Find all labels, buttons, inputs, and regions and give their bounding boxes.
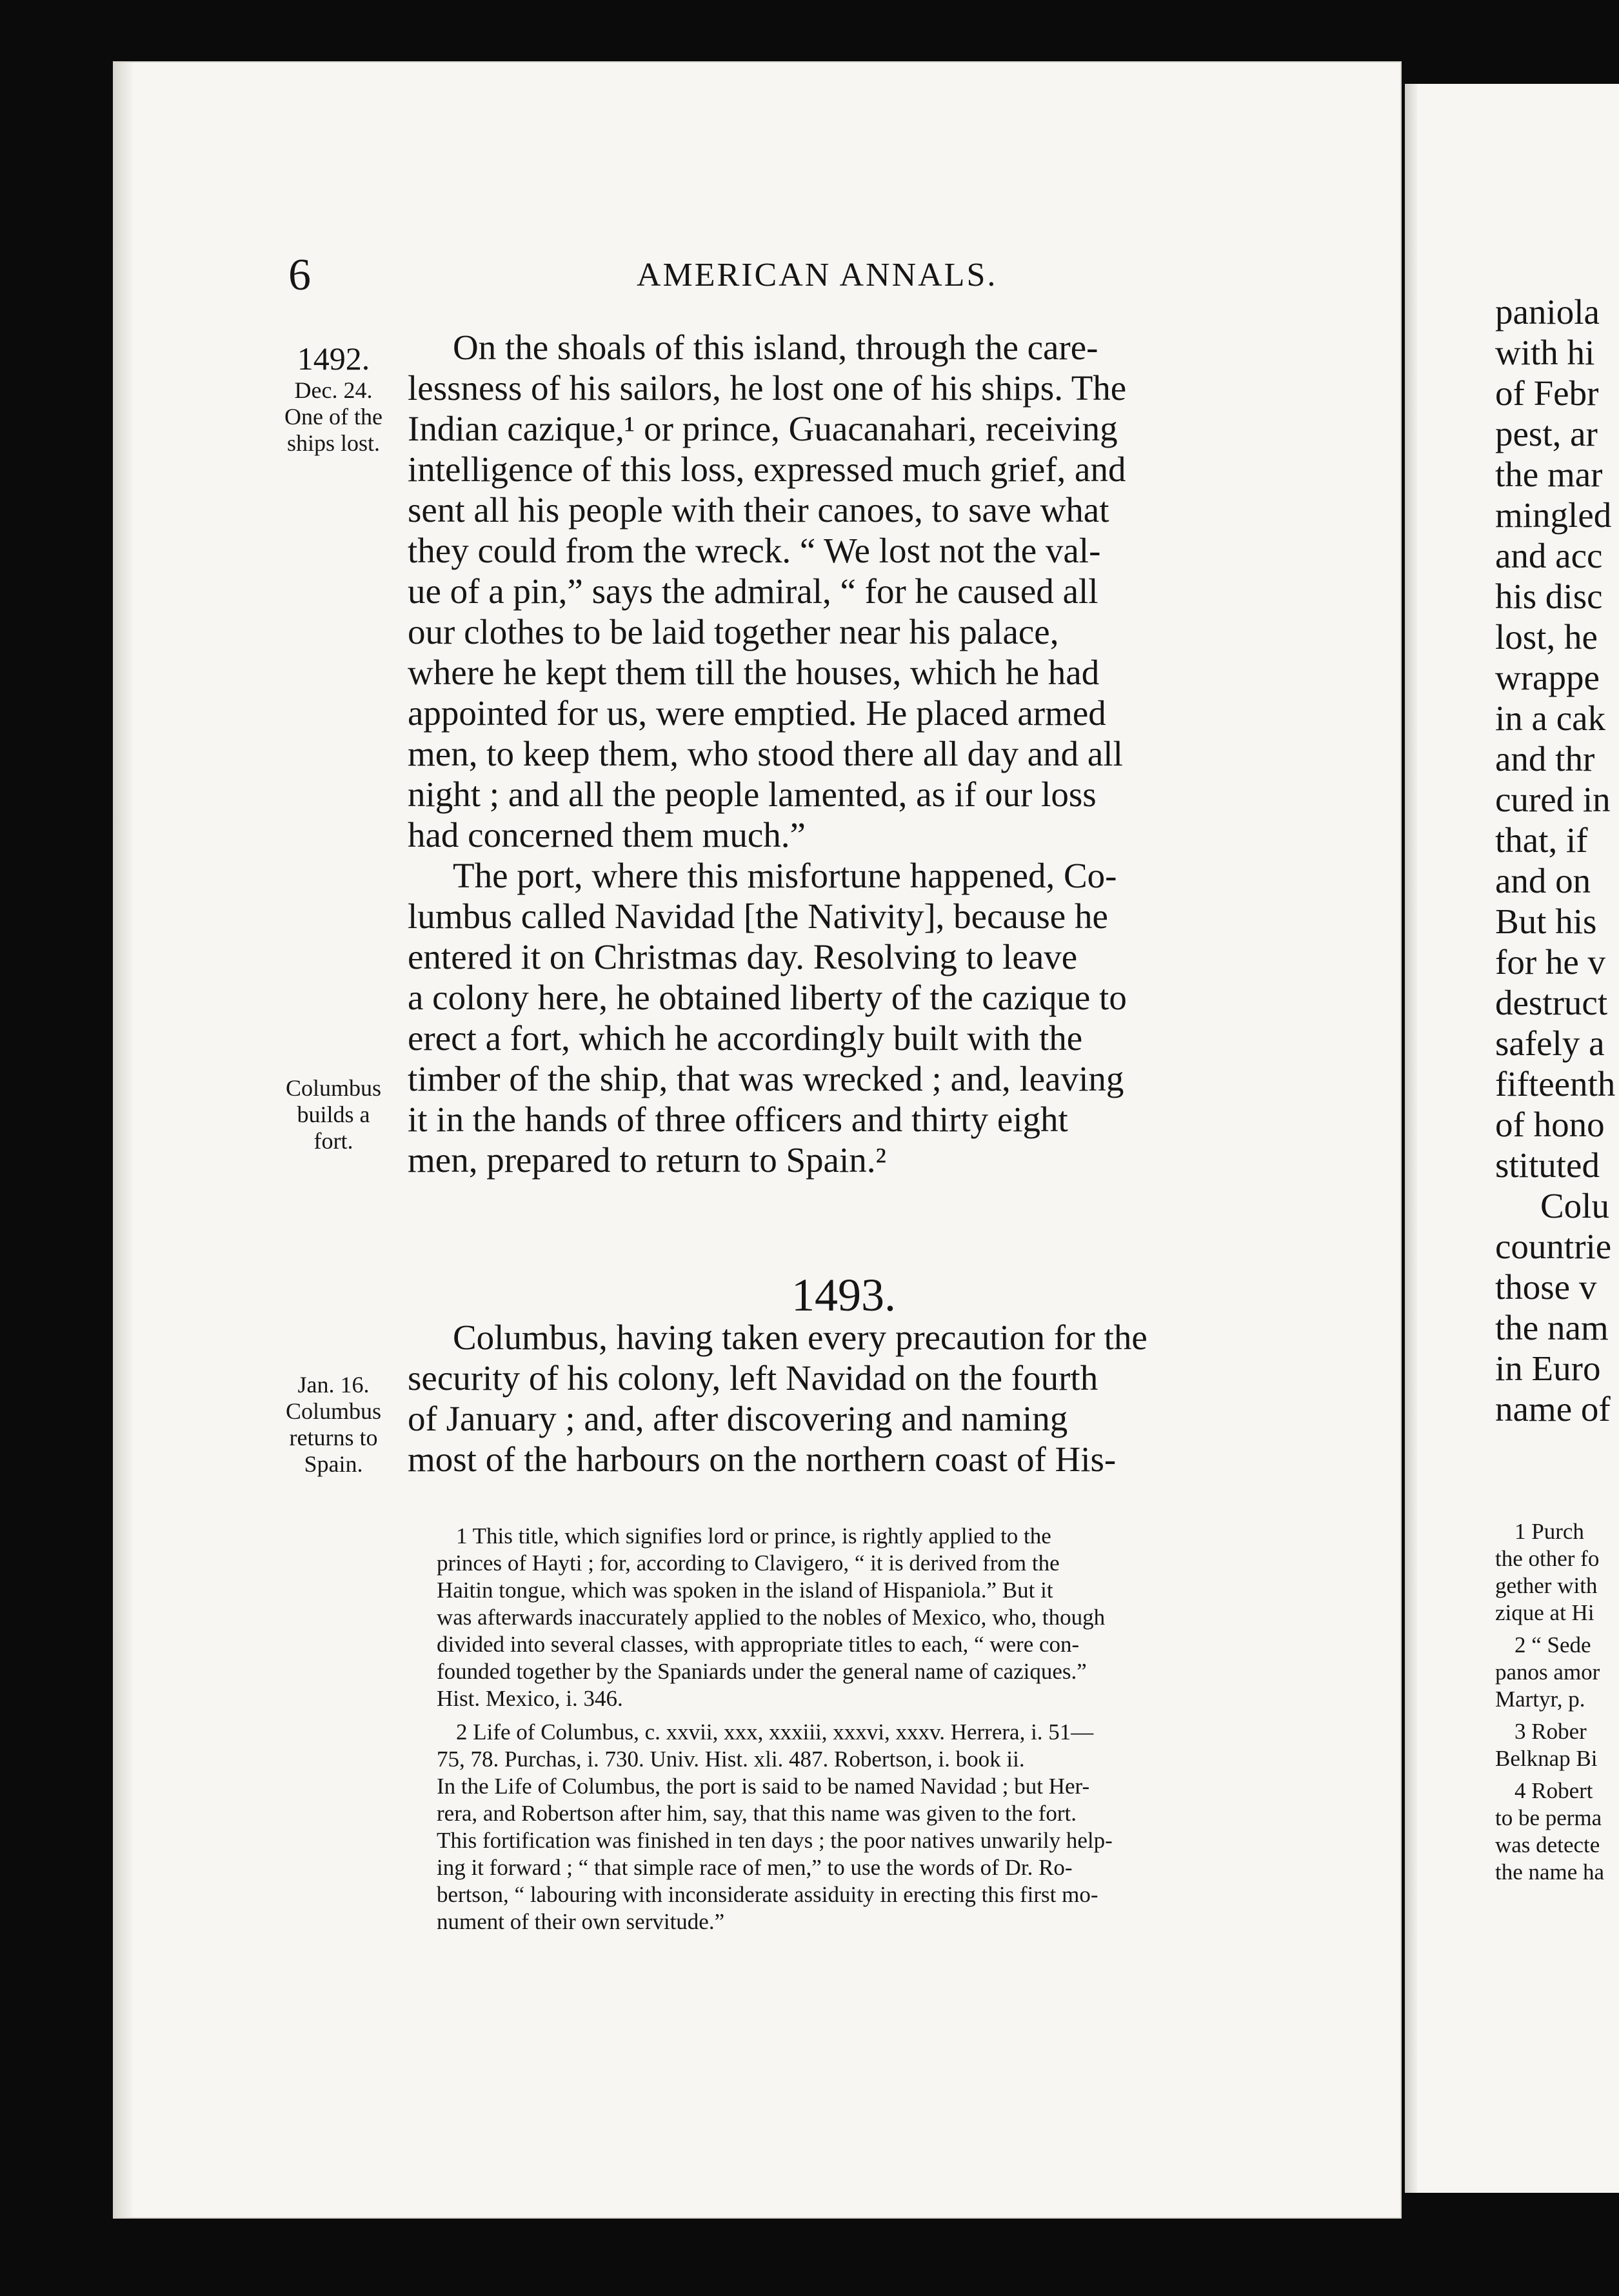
- footnote-line: 2 Life of Columbus, c. xxvii, xxx, xxxiii, xxxvi, xxxv. Herrera, i. 51—: [456, 1719, 1094, 1745]
- text-line: fifteenth: [1495, 1064, 1616, 1103]
- margin-line: Columbus: [285, 1075, 382, 1101]
- footnote-line: panos amor: [1495, 1659, 1600, 1685]
- margin-line: Dec. 24.: [294, 377, 373, 403]
- text-line: of January ; and, after discovering and naming: [408, 1399, 1068, 1438]
- footnote-line: 2 “ Sede: [1515, 1632, 1591, 1658]
- footnote-line: In the Life of Columbus, the port is said to be named Navidad ; but Her-: [437, 1774, 1090, 1799]
- text-line: lessness of his sailors, he lost one of his ships. The: [408, 368, 1127, 408]
- footnote-line: Haitin tongue, which was spoken in the island of Hispaniola.” But it: [437, 1578, 1053, 1603]
- text-line: they could from the wreck. “ We lost not the val-: [408, 531, 1101, 570]
- text-line: The port, where this misfortune happened, Co-: [453, 856, 1117, 895]
- text-line: that, if: [1495, 820, 1588, 860]
- footnote-line: 75, 78. Purchas, i. 730. Univ. Hist. xli. 487. Robertson, i. book ii.: [437, 1747, 1025, 1772]
- text-line: had concerned them much.”: [408, 815, 806, 855]
- text-line: and thr: [1495, 739, 1595, 778]
- page-edge: [114, 63, 132, 2217]
- text-line: a colony here, he obtained liberty of the cazique to: [408, 978, 1127, 1017]
- margin-line: One of the: [284, 404, 382, 430]
- margin-note-dec-24: [269, 340, 398, 457]
- text-line: mingled: [1495, 495, 1612, 535]
- text-line: timber of the ship, that was wrecked ; and, leaving: [408, 1059, 1124, 1098]
- year-heading-1493: 1493.: [791, 1269, 896, 1321]
- page-number: 6: [288, 250, 311, 300]
- footnote-line: nument of their own servitude.”: [437, 1909, 725, 1934]
- footnote-line: founded together by the Spaniards under the general name of caziques.”: [437, 1659, 1087, 1684]
- text-line: in a cak: [1495, 698, 1606, 738]
- text-line: men, prepared to return to Spain.²: [408, 1140, 886, 1180]
- text-line: sent all his people with their canoes, to save what: [408, 490, 1109, 529]
- text-line: cured in: [1495, 780, 1611, 819]
- footnote-line: ing it forward ; “ that simple race of men,” to use the words of Dr. Ro-: [437, 1855, 1073, 1880]
- margin-line: Columbus: [285, 1398, 382, 1424]
- footnote-line: zique at Hi: [1495, 1600, 1594, 1625]
- footnote-line: 1 This title, which signifies lord or prince, is rightly applied to the: [456, 1523, 1051, 1549]
- footnote-line: 4 Robert: [1515, 1778, 1593, 1803]
- text-line: Columbus, having taken every precaution for the: [453, 1318, 1147, 1357]
- text-line: those v: [1495, 1267, 1597, 1307]
- footnote-line: was afterwards inaccurately applied to the nobles of Mexico, who, though: [437, 1605, 1106, 1630]
- text-line: stituted: [1495, 1145, 1600, 1185]
- text-line: erect a fort, which he accordingly built with the: [408, 1018, 1083, 1058]
- text-line: entered it on Christmas day. Resolving to leave: [408, 937, 1078, 976]
- footnote-line: Martyr, p.: [1495, 1687, 1585, 1712]
- text-line: where he kept them till the houses, which he had: [408, 653, 1100, 692]
- margin-line: Spain.: [304, 1451, 363, 1477]
- text-line: name of: [1495, 1389, 1611, 1429]
- text-line: security of his colony, left Navidad on the fourth: [408, 1358, 1098, 1398]
- text-line: paniola: [1495, 292, 1600, 332]
- text-line: night ; and all the people lamented, as if our loss: [408, 775, 1097, 814]
- text-line: But his: [1495, 902, 1597, 941]
- text-line: Colu: [1540, 1186, 1609, 1225]
- footnote-line: 3 Rober: [1515, 1719, 1587, 1744]
- footnote-line: to be perma: [1495, 1805, 1602, 1830]
- footnote-line: Belknap Bi: [1495, 1746, 1598, 1771]
- text-line: On the shoals of this island, through the care-: [453, 328, 1098, 367]
- text-line: appointed for us, were emptied. He placed armed: [408, 693, 1106, 733]
- margin-line: Jan. 16.: [297, 1372, 370, 1398]
- margin-note-fort: [269, 1075, 398, 1154]
- text-line: and acc: [1495, 536, 1603, 575]
- text-line: lost, he: [1495, 617, 1598, 657]
- text-line: lumbus called Navidad [the Nativity], because he: [408, 896, 1108, 936]
- text-line: wrappe: [1495, 658, 1600, 697]
- margin-line: ships lost.: [286, 430, 381, 456]
- footnote-line: Hist. Mexico, i. 346.: [437, 1686, 623, 1711]
- text-line: men, to keep them, who stood there all day and all: [408, 734, 1123, 773]
- text-line: countrie: [1495, 1227, 1612, 1266]
- footnote-line: bertson, “ labouring with inconsiderate assiduity in erecting this first mo-: [437, 1882, 1098, 1907]
- margin-note-jan-16: [269, 1372, 398, 1478]
- margin-line: builds a: [297, 1102, 370, 1127]
- footnote-line: the other fo: [1495, 1546, 1600, 1571]
- text-line: the mar: [1495, 455, 1603, 494]
- text-line: of Febr: [1495, 373, 1599, 413]
- right-page: [1405, 84, 1619, 2193]
- text-line: intelligence of this loss, expressed much grief, and: [408, 450, 1126, 489]
- text-line: in Euro: [1495, 1349, 1601, 1388]
- text-line: ue of a pin,” says the admiral, “ for he caused all: [408, 571, 1098, 611]
- footnote-line: gether with: [1495, 1573, 1598, 1598]
- text-line: for he v: [1495, 942, 1606, 982]
- footnote-line: This fortification was finished in ten days ; the poor natives unwarily help-: [437, 1828, 1113, 1853]
- footnote-line: divided into several classes, with appropriate titles to each, “ were con-: [437, 1632, 1080, 1657]
- left-page: [113, 61, 1402, 2219]
- page-edge: [1405, 84, 1418, 2193]
- text-line: Indian cazique,¹ or prince, Guacanahari, receiving: [408, 409, 1118, 448]
- footnote-line: 1 Purch: [1515, 1519, 1584, 1544]
- text-line: and on: [1495, 861, 1591, 900]
- text-line: of hono: [1495, 1105, 1605, 1144]
- footnote-line: the name ha: [1495, 1859, 1605, 1885]
- text-line: safely a: [1495, 1024, 1605, 1063]
- text-line: his disc: [1495, 577, 1603, 616]
- text-line: destruct: [1495, 983, 1608, 1022]
- margin-line: fort.: [313, 1128, 353, 1154]
- footnote-line: princes of Hayti ; for, according to Clavigero, “ it is derived from the: [437, 1550, 1060, 1576]
- footnote-line: rera, and Robertson after him, say, that this name was given to the fort.: [437, 1801, 1077, 1826]
- running-head: AMERICAN ANNALS.: [637, 257, 998, 293]
- margin-year-1492: 1492.: [297, 341, 370, 377]
- text-line: our clothes to be laid together near his palace,: [408, 612, 1059, 651]
- margin-line: returns to: [289, 1425, 378, 1450]
- text-line: the nam: [1495, 1308, 1609, 1347]
- text-line: with hi: [1495, 333, 1595, 372]
- text-line: it in the hands of three officers and thirty eight: [408, 1100, 1068, 1139]
- text-line: most of the harbours on the northern coast of His-: [408, 1440, 1117, 1479]
- footnote-line: was detecte: [1495, 1832, 1600, 1857]
- text-line: pest, ar: [1495, 414, 1598, 453]
